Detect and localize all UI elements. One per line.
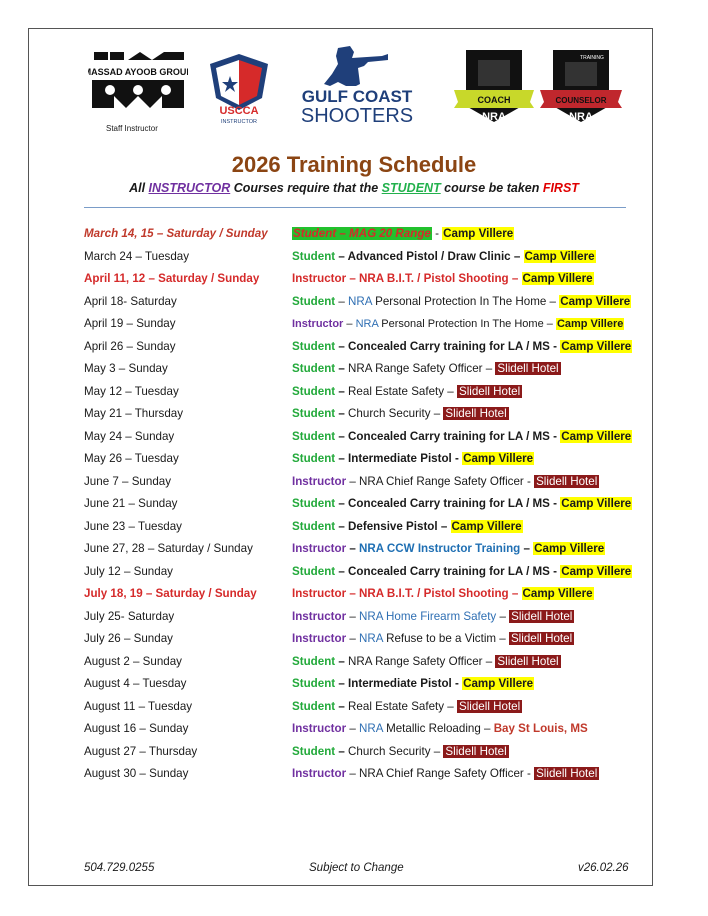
row-location: Camp Villere (561, 429, 632, 443)
counselor-top: TRAINING (580, 55, 604, 61)
schedule-row (84, 495, 644, 518)
schedule-row (84, 270, 644, 293)
row-level: Student (292, 339, 336, 353)
row-sep: – (437, 519, 451, 533)
row-sep: – (510, 249, 524, 263)
note-text-3: course be taken (440, 181, 543, 195)
row-sep: – (346, 609, 359, 623)
row-course: NRA Chief Range Safety Officer (359, 474, 524, 488)
row-course: NRA Range Safety Officer (348, 362, 483, 375)
row-date: August 11 – Tuesday (84, 699, 193, 713)
row-date: May 24 – Sunday (84, 429, 175, 443)
row-location: Slidell Hotel (497, 654, 559, 668)
row-date: March 24 – Tuesday (84, 249, 190, 263)
schedule-row (84, 653, 644, 676)
row-location: Slidell Hotel (458, 384, 521, 398)
row-nra: NRA (348, 294, 372, 308)
page-title: 2026 Training Schedule (231, 152, 477, 177)
nra-coach-logo (454, 46, 534, 126)
row-sep: – (346, 722, 359, 735)
row-level: Student (292, 677, 336, 690)
row-sep: – (335, 744, 349, 758)
schedule-row (84, 293, 644, 316)
staff-instructor-caption: Staff Instructor (106, 124, 158, 133)
uscca-name: USCCA (219, 105, 259, 117)
row-location: Camp Villere (463, 452, 534, 465)
row-sep: – (335, 362, 349, 375)
row-date: August 16 – Sunday (84, 722, 189, 735)
note-student: STUDENT (381, 181, 441, 195)
row-sep: – (482, 362, 496, 375)
row-sep: - (523, 767, 535, 780)
note-instructor: INSTRUCTOR (148, 181, 231, 195)
uscca-sub: INSTRUCTOR (221, 119, 257, 125)
massad-ayoob-group-logo (88, 50, 188, 133)
row-location: Slidell Hotel (458, 699, 521, 713)
row-sep: – (444, 699, 457, 713)
row-sep: – (335, 407, 349, 420)
row-course: NRA CCW Instructor Training (359, 542, 521, 555)
row-sep: - (549, 564, 561, 578)
schedule-row (84, 720, 644, 743)
row-date: July 25- Saturday (84, 609, 175, 623)
row-course: NRA Range Safety Officer (348, 654, 483, 668)
row-sep: – (430, 744, 444, 758)
row-level: Student (292, 429, 336, 443)
row-date: May 12 – Tuesday (84, 384, 179, 398)
row-course: Personal Protection In The Home (371, 294, 547, 308)
row-sep: – (335, 339, 349, 353)
row-sep: – (496, 609, 510, 623)
schedule-row (84, 630, 644, 653)
footer-note: Subject to Change (309, 862, 404, 874)
row-sep: - (523, 474, 535, 488)
row-date: June 27, 28 – Saturday / Sunday (84, 542, 253, 555)
gulf-coast-shooters-logo (298, 44, 416, 128)
row-sep: – (346, 474, 359, 488)
schedule-row (84, 315, 644, 338)
row-sep: – (508, 587, 522, 600)
prerequisite-note (0, 181, 708, 195)
row-date: May 26 – Tuesday (84, 452, 179, 465)
divider-line (84, 207, 626, 208)
row-sep: – (335, 564, 349, 578)
row-location: Camp Villere (556, 318, 624, 330)
row-sep: - (549, 497, 561, 510)
row-date: August 4 – Tuesday (84, 677, 187, 690)
footer-phone: 504.729.0255 (84, 862, 155, 874)
row-location: Slidell Hotel (536, 474, 598, 488)
row-date: August 30 – Sunday (84, 767, 189, 780)
uscca-logo (204, 52, 274, 126)
row-date: March 14, 15 – Saturday / Sunday (84, 227, 268, 240)
row-location: Camp Villere (561, 497, 632, 510)
row-sep: – (346, 767, 359, 780)
row-level: Instructor (292, 609, 347, 623)
row-sep: – (520, 542, 534, 555)
schedule-row (84, 428, 644, 451)
row-course: Defensive Pistol (348, 519, 438, 533)
row-location: Camp Villere (522, 587, 593, 600)
row-location: Slidell Hotel (445, 407, 507, 420)
row-level: Instructor (292, 272, 347, 285)
schedule-row (84, 743, 644, 766)
row-date: June 21 – Sunday (84, 497, 178, 510)
row-level: Student (292, 564, 336, 578)
row-location: Camp Villere (522, 272, 593, 285)
row-level: Student (292, 654, 336, 668)
row-sep: - (549, 429, 561, 443)
row-level: Instructor (292, 632, 347, 645)
nra-counselor-logo (540, 46, 622, 126)
row-level: Student (292, 249, 336, 263)
row-sep: – (508, 272, 522, 285)
schedule-row (84, 360, 644, 383)
row-location: Slidell Hotel (510, 632, 573, 645)
row-nra: NRA (359, 632, 383, 645)
row-location: Slidell Hotel (536, 767, 598, 780)
schedule-row (84, 518, 644, 541)
row-level: Student (292, 699, 336, 713)
schedule-row (84, 608, 644, 631)
row-level: Student – MAG 20 Range (293, 227, 431, 240)
row-sep: – (335, 249, 348, 263)
row-course: Concealed Carry training for LA / MS (348, 497, 550, 510)
row-sep: - (451, 452, 463, 465)
row-sep: – (335, 677, 349, 690)
row-date: April 18- Saturday (84, 294, 177, 308)
row-sep: – (430, 407, 444, 420)
row-location: Slidell Hotel (445, 744, 507, 758)
row-level: Student (292, 384, 336, 398)
row-level: Student (292, 497, 336, 510)
schedule-row (84, 338, 644, 361)
row-date: July 12 – Sunday (84, 564, 173, 578)
gulf-line2: SHOOTERS (300, 105, 414, 127)
row-location: Camp Villere (524, 249, 595, 263)
row-sep: – (346, 632, 359, 645)
row-course: Intermediate Pistol (348, 677, 452, 690)
row-sep: - (451, 677, 463, 690)
row-sep: – (482, 654, 496, 668)
schedule-row (84, 585, 644, 608)
schedule-row (84, 450, 644, 473)
row-course: Refuse to be a Victim (382, 632, 497, 645)
row-level: Student (292, 362, 336, 375)
note-first: FIRST (542, 181, 579, 195)
counselor-ribbon: COUNSELOR (555, 96, 607, 105)
row-level: Student (292, 452, 336, 465)
row-date: July 26 – Sunday (84, 632, 173, 645)
schedule-row (84, 675, 644, 698)
schedule-row (84, 765, 644, 788)
row-level: Instructor (292, 722, 347, 735)
row-date: May 21 – Thursday (84, 407, 184, 420)
row-level: Instructor (292, 587, 347, 600)
row-location: Camp Villere (561, 564, 632, 578)
row-sep: – (480, 722, 494, 735)
row-nra: NRA (355, 318, 379, 330)
row-course: NRA Chief Range Safety Officer (359, 767, 524, 780)
row-sep: – (346, 587, 359, 600)
row-sep: – (546, 294, 560, 308)
note-text-2: Courses require that the (230, 181, 382, 195)
row-location: Camp Villere (534, 542, 605, 555)
row-level: Student (292, 519, 336, 533)
row-date: May 3 – Sunday (84, 362, 168, 375)
row-course: Real Estate Safety (348, 699, 445, 713)
row-course: Church Security (348, 744, 431, 758)
row-sep: – (335, 654, 349, 668)
row-sep: – (335, 452, 349, 465)
row-course: NRA Home Firearm Safety (359, 609, 497, 623)
schedule-row (84, 473, 644, 496)
counselor-nra: NRA (569, 111, 593, 123)
row-course: NRA B.I.T. / Pistol Shooting (359, 587, 509, 600)
row-location: Slidell Hotel (497, 362, 559, 375)
row-course: Intermediate Pistol (348, 452, 452, 465)
schedule-row (84, 563, 644, 586)
row-location: Camp Villere (560, 294, 631, 308)
row-sep: – (335, 294, 349, 308)
row-sep: – (346, 542, 359, 555)
row-location: Camp Villere (451, 519, 522, 533)
row-location: Bay St Louis, MS (493, 722, 588, 735)
row-course: NRA B.I.T. / Pistol Shooting (359, 272, 509, 285)
row-level: Instructor (292, 767, 347, 780)
row-date: June 23 – Tuesday (84, 519, 182, 533)
row-course: Concealed Carry training for LA / MS (348, 429, 550, 443)
row-course: Church Security (348, 407, 431, 420)
row-nra: NRA (359, 722, 383, 735)
row-level: Instructor (292, 318, 344, 330)
row-course: Concealed Carry training for LA / MS (348, 564, 550, 578)
gulf-line1: GULF COAST (301, 87, 413, 106)
row-course: Personal Protection In The Home (378, 318, 544, 330)
row-sep: – (343, 318, 356, 330)
row-sep: – (335, 429, 349, 443)
row-location: Camp Villere (443, 227, 514, 240)
row-date: April 11, 12 – Saturday / Sunday (84, 272, 260, 285)
row-sep: – (543, 318, 556, 330)
row-level: Instructor (292, 474, 347, 488)
row-location: Slidell Hotel (511, 609, 573, 623)
row-date: June 7 – Sunday (84, 474, 172, 488)
row-sep: - (549, 339, 561, 353)
row-level: Student (292, 744, 336, 758)
row-course: Advanced Pistol / Draw Clinic (347, 249, 511, 263)
row-sep: – (496, 632, 509, 645)
mag-name: MASSAD AYOOB GROUP (88, 67, 188, 77)
row-date: April 26 – Sunday (84, 339, 176, 353)
row-level: Instructor (292, 542, 347, 555)
row-sep: – (335, 384, 349, 398)
row-sep: – (335, 497, 349, 510)
row-date: April 19 – Sunday (84, 317, 176, 330)
schedule-row (84, 540, 644, 563)
row-sep: – (335, 519, 349, 533)
row-course: Real Estate Safety (348, 384, 445, 398)
row-sep: – (346, 272, 359, 285)
schedule-row (84, 405, 644, 428)
row-date: August 27 – Thursday (84, 744, 198, 758)
coach-nra: NRA (482, 111, 506, 123)
footer-version: v26.02.26 (578, 862, 629, 874)
row-level: Student (292, 407, 336, 420)
row-sep: – (444, 384, 457, 398)
logo-bar (80, 42, 640, 132)
schedule-row (84, 225, 644, 248)
row-course: Metallic Reloading (382, 722, 481, 735)
schedule-row (84, 248, 644, 271)
coach-ribbon: COACH (477, 95, 511, 105)
row-sep: – (335, 699, 349, 713)
schedule-row (84, 383, 644, 406)
row-date: July 18, 19 – Saturday / Sunday (84, 587, 257, 600)
row-sep: - (431, 227, 443, 240)
schedule-row (84, 698, 644, 721)
row-location: Camp Villere (561, 339, 632, 353)
schedule-list (84, 225, 644, 788)
row-date: August 2 – Sunday (84, 654, 182, 668)
note-text-1: All (129, 181, 149, 195)
row-location: Camp Villere (463, 677, 534, 690)
row-course: Concealed Carry training for LA / MS (348, 339, 550, 353)
row-level: Student (292, 294, 336, 308)
